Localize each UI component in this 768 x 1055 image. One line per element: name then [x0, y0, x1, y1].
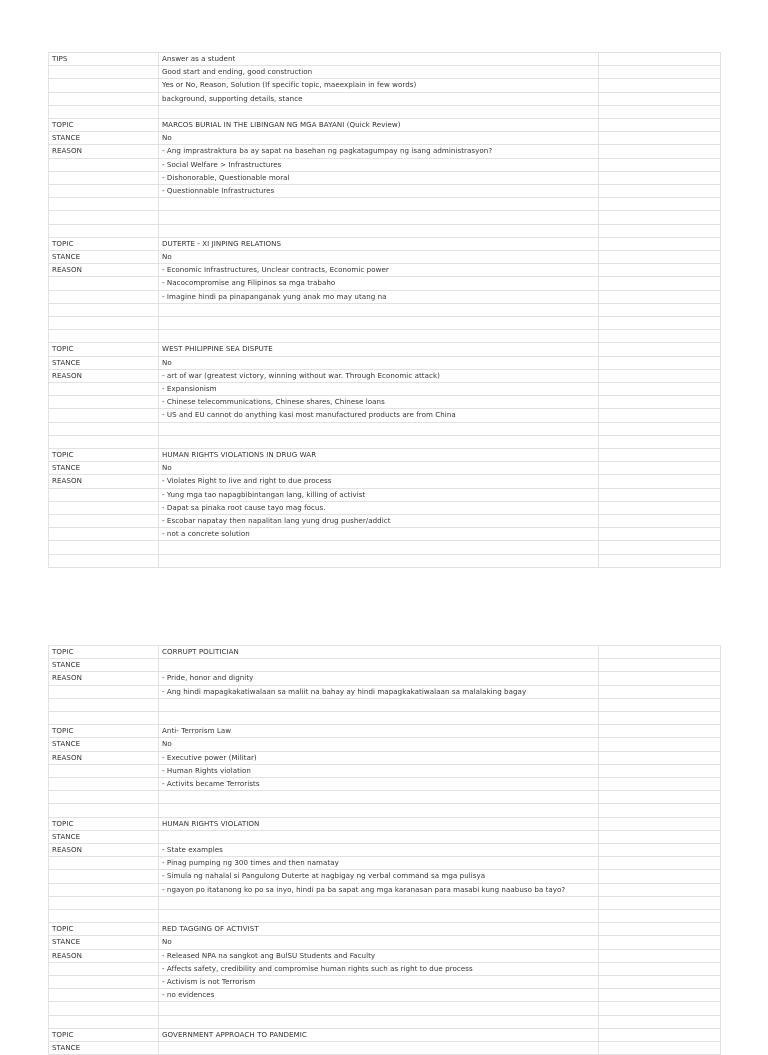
label-cell — [49, 501, 159, 514]
label-cell — [49, 975, 159, 988]
label-cell — [49, 896, 159, 909]
content-cell — [159, 303, 599, 316]
empty-cell — [599, 343, 721, 356]
table-row — [49, 1028, 721, 1041]
empty-cell — [599, 330, 721, 343]
empty-cell — [599, 514, 721, 527]
empty-cell — [599, 171, 721, 184]
table-row — [49, 501, 721, 514]
label-cell — [49, 185, 159, 198]
label-cell — [49, 303, 159, 316]
empty-cell — [599, 224, 721, 237]
label-cell: TOPIC — [49, 1028, 159, 1041]
content-cell — [159, 698, 599, 711]
table-row — [49, 738, 721, 751]
empty-cell — [599, 725, 721, 738]
table-row — [49, 923, 721, 936]
empty-cell — [599, 356, 721, 369]
content-cell: - not a concrete solution — [159, 528, 599, 541]
content-cell: DUTERTE - XI JINPING RELATIONS — [159, 237, 599, 250]
empty-cell — [599, 830, 721, 843]
content-cell: - State examples — [159, 843, 599, 856]
content-cell: - Pride, honor and dignity — [159, 672, 599, 685]
table-row — [49, 409, 721, 422]
table-row — [49, 646, 721, 659]
table-row — [49, 817, 721, 830]
empty-cell — [599, 132, 721, 145]
label-cell — [49, 857, 159, 870]
label-cell: STANCE — [49, 659, 159, 672]
table-row — [49, 909, 721, 922]
empty-cell — [599, 501, 721, 514]
empty-cell — [599, 488, 721, 501]
label-cell — [49, 791, 159, 804]
table-row — [49, 685, 721, 698]
content-cell — [159, 804, 599, 817]
label-cell: REASON — [49, 949, 159, 962]
label-cell: REASON — [49, 475, 159, 488]
table-row — [49, 132, 721, 145]
empty-cell — [599, 764, 721, 777]
label-cell — [49, 158, 159, 171]
label-cell: REASON — [49, 145, 159, 158]
content-cell: MARCOS BURIAL IN THE LIBINGAN NG MGA BAYANI (Quick Review) — [159, 119, 599, 132]
content-cell: No — [159, 462, 599, 475]
table-row — [49, 1002, 721, 1015]
table-row — [49, 528, 721, 541]
label-cell — [49, 514, 159, 527]
table-row — [49, 92, 721, 105]
label-cell — [49, 277, 159, 290]
table-row — [49, 830, 721, 843]
label-cell: STANCE — [49, 356, 159, 369]
empty-cell — [599, 989, 721, 1002]
empty-cell — [599, 237, 721, 250]
table-row — [49, 145, 721, 158]
content-cell: - Nacocompromise ang Filipinos sa mga trabaho — [159, 277, 599, 290]
label-cell: STANCE — [49, 250, 159, 263]
table-row — [49, 158, 721, 171]
table-row — [49, 857, 721, 870]
label-cell — [49, 290, 159, 303]
content-cell: No — [159, 936, 599, 949]
label-cell — [49, 764, 159, 777]
table-row — [49, 672, 721, 685]
label-cell — [49, 66, 159, 79]
table-row — [49, 554, 721, 567]
content-cell — [159, 712, 599, 725]
empty-cell — [599, 66, 721, 79]
content-cell: - Activism is not Terrorism — [159, 975, 599, 988]
content-cell — [159, 211, 599, 224]
empty-cell — [599, 685, 721, 698]
content-cell: No — [159, 250, 599, 263]
label-cell — [49, 171, 159, 184]
table-row — [49, 843, 721, 856]
label-cell — [49, 989, 159, 1002]
empty-cell — [599, 791, 721, 804]
content-cell: - Simula ng nahalal si Pangulong Duterte at nagbigay ng verbal command sa mga pulisya — [159, 870, 599, 883]
content-cell: - no evidences — [159, 989, 599, 1002]
content-cell: - Imagine hindi pa pinapanganak yung anak mo may utang na — [159, 290, 599, 303]
table-row — [49, 870, 721, 883]
table-row — [49, 211, 721, 224]
label-cell — [49, 698, 159, 711]
label-cell: STANCE — [49, 936, 159, 949]
label-cell: STANCE — [49, 462, 159, 475]
label-cell: REASON — [49, 843, 159, 856]
label-cell — [49, 804, 159, 817]
empty-cell — [599, 554, 721, 567]
content-cell: - Chinese telecommunications, Chinese shares, Chinese loans — [159, 396, 599, 409]
spreadsheet-page-2 — [48, 645, 720, 1055]
label-cell — [49, 962, 159, 975]
empty-cell — [599, 277, 721, 290]
table-row — [49, 382, 721, 395]
content-cell: WEST PHILIPPINE SEA DISPUTE — [159, 343, 599, 356]
table-row — [49, 290, 721, 303]
label-cell — [49, 685, 159, 698]
label-cell — [49, 554, 159, 567]
label-cell — [49, 712, 159, 725]
empty-cell — [599, 105, 721, 118]
empty-cell — [599, 528, 721, 541]
empty-cell — [599, 462, 721, 475]
table-row — [49, 277, 721, 290]
table-row — [49, 105, 721, 118]
label-cell — [49, 528, 159, 541]
label-cell: STANCE — [49, 738, 159, 751]
table-row — [49, 462, 721, 475]
empty-cell — [599, 145, 721, 158]
spreadsheet-page-1 — [48, 52, 720, 568]
label-cell — [49, 198, 159, 211]
table-row — [49, 435, 721, 448]
table-row — [49, 198, 721, 211]
empty-cell — [599, 382, 721, 395]
content-cell: Answer as a student — [159, 53, 599, 66]
content-cell — [159, 1015, 599, 1028]
content-cell: HUMAN RIGHTS VIOLATION — [159, 817, 599, 830]
empty-cell — [599, 738, 721, 751]
content-cell — [159, 435, 599, 448]
label-cell — [49, 422, 159, 435]
label-cell — [49, 224, 159, 237]
table-row — [49, 264, 721, 277]
table-row — [49, 119, 721, 132]
content-cell: - Expansionism — [159, 382, 599, 395]
table-row — [49, 79, 721, 92]
empty-cell — [599, 857, 721, 870]
empty-cell — [599, 909, 721, 922]
label-cell: TOPIC — [49, 923, 159, 936]
table-row — [49, 303, 721, 316]
label-cell — [49, 1002, 159, 1015]
empty-cell — [599, 751, 721, 764]
empty-cell — [599, 896, 721, 909]
content-cell: - Executive power (Militar) — [159, 751, 599, 764]
content-cell: - Released NPA na sangkot ang BulSU Students and Faculty — [159, 949, 599, 962]
empty-cell — [599, 646, 721, 659]
content-cell: - Violates Right to live and right to due process — [159, 475, 599, 488]
label-cell — [49, 870, 159, 883]
empty-cell — [599, 53, 721, 66]
label-cell — [49, 211, 159, 224]
table-row — [49, 949, 721, 962]
label-cell — [49, 883, 159, 896]
empty-cell — [599, 712, 721, 725]
content-cell — [159, 554, 599, 567]
table-row — [49, 764, 721, 777]
label-cell — [49, 79, 159, 92]
empty-cell — [599, 659, 721, 672]
content-cell: - Questionnable Infrastructures — [159, 185, 599, 198]
label-cell: TOPIC — [49, 817, 159, 830]
table-row — [49, 896, 721, 909]
empty-cell — [599, 158, 721, 171]
table-row — [49, 712, 721, 725]
empty-cell — [599, 435, 721, 448]
empty-cell — [599, 883, 721, 896]
label-cell: TOPIC — [49, 237, 159, 250]
empty-cell — [599, 448, 721, 461]
empty-cell — [599, 250, 721, 263]
table-row — [49, 989, 721, 1002]
table-row — [49, 698, 721, 711]
label-cell: STANCE — [49, 132, 159, 145]
table-row — [49, 171, 721, 184]
empty-cell — [599, 541, 721, 554]
content-cell: - Ang hindi mapagkakatiwalaan sa maliit na bahay ay hindi mapagkakatiwalaan sa malalaking bagay — [159, 685, 599, 698]
content-cell — [159, 1041, 599, 1054]
empty-cell — [599, 396, 721, 409]
label-cell — [49, 435, 159, 448]
content-cell: Yes or No, Reason, Solution (If specific topic, maeexplain in few words) — [159, 79, 599, 92]
content-cell: - Escobar napatay then napalitan lang yung drug pusher/addict — [159, 514, 599, 527]
content-cell — [159, 909, 599, 922]
table-row — [49, 185, 721, 198]
label-cell: REASON — [49, 672, 159, 685]
empty-cell — [599, 804, 721, 817]
empty-cell — [599, 79, 721, 92]
label-cell — [49, 488, 159, 501]
content-cell: - Pinag pumping ng 300 times and then namatay — [159, 857, 599, 870]
table-row — [49, 659, 721, 672]
empty-cell — [599, 843, 721, 856]
label-cell: REASON — [49, 751, 159, 764]
label-cell: TOPIC — [49, 448, 159, 461]
table-row — [49, 53, 721, 66]
empty-cell — [599, 870, 721, 883]
table-row — [49, 330, 721, 343]
empty-cell — [599, 290, 721, 303]
empty-cell — [599, 975, 721, 988]
content-cell: No — [159, 132, 599, 145]
empty-cell — [599, 1015, 721, 1028]
table-row — [49, 369, 721, 382]
content-cell — [159, 896, 599, 909]
content-cell: Anti- Terrorism Law — [159, 725, 599, 738]
label-cell — [49, 1015, 159, 1028]
table-row — [49, 541, 721, 554]
empty-cell — [599, 264, 721, 277]
label-cell — [49, 778, 159, 791]
table-row — [49, 224, 721, 237]
empty-cell — [599, 422, 721, 435]
label-cell: REASON — [49, 264, 159, 277]
empty-cell — [599, 962, 721, 975]
table-row — [49, 514, 721, 527]
table-row — [49, 448, 721, 461]
content-cell — [159, 330, 599, 343]
table-row — [49, 237, 721, 250]
label-cell — [49, 382, 159, 395]
label-cell: TOPIC — [49, 343, 159, 356]
table-row — [49, 316, 721, 329]
content-cell: - Yung mga tao napagbibintangan lang, killing of activist — [159, 488, 599, 501]
content-cell: - Affects safety, credibility and compromise human rights such as right to due process — [159, 962, 599, 975]
label-cell — [49, 92, 159, 105]
empty-cell — [599, 936, 721, 949]
label-cell: TIPS — [49, 53, 159, 66]
table-row — [49, 962, 721, 975]
content-cell — [159, 541, 599, 554]
empty-cell — [599, 185, 721, 198]
empty-cell — [599, 949, 721, 962]
table-row — [49, 778, 721, 791]
content-cell: - Dishonorable, Questionable moral — [159, 171, 599, 184]
empty-cell — [599, 698, 721, 711]
content-cell — [159, 316, 599, 329]
label-cell — [49, 396, 159, 409]
empty-cell — [599, 92, 721, 105]
content-cell: RED TAGGING OF ACTIVIST — [159, 923, 599, 936]
empty-cell — [599, 672, 721, 685]
label-cell — [49, 909, 159, 922]
table-row — [49, 791, 721, 804]
content-cell: - Dapat sa pinaka root cause tayo mag focus. — [159, 501, 599, 514]
table-row — [49, 1041, 721, 1054]
empty-cell — [599, 778, 721, 791]
table-row — [49, 250, 721, 263]
content-cell: - Social Welfare > Infrastructures — [159, 158, 599, 171]
empty-cell — [599, 817, 721, 830]
label-cell: REASON — [49, 369, 159, 382]
content-cell — [159, 830, 599, 843]
table-row — [49, 936, 721, 949]
empty-cell — [599, 211, 721, 224]
table-row — [49, 1015, 721, 1028]
content-cell — [159, 105, 599, 118]
label-cell — [49, 541, 159, 554]
label-cell — [49, 330, 159, 343]
content-cell: GOVERNMENT APPROACH TO PANDEMIC — [159, 1028, 599, 1041]
empty-cell — [599, 198, 721, 211]
empty-cell — [599, 1002, 721, 1015]
content-cell — [159, 422, 599, 435]
empty-cell — [599, 1041, 721, 1054]
content-cell: No — [159, 356, 599, 369]
content-cell — [159, 1002, 599, 1015]
content-cell — [159, 659, 599, 672]
content-cell: - Economic Infrastructures, Unclear contracts, Economic power — [159, 264, 599, 277]
content-cell: No — [159, 738, 599, 751]
empty-cell — [599, 303, 721, 316]
table-row — [49, 883, 721, 896]
table-row — [49, 66, 721, 79]
label-cell — [49, 409, 159, 422]
content-cell: - Activits became Terrorists — [159, 778, 599, 791]
table-row — [49, 343, 721, 356]
content-cell: - US and EU cannot do anything kasi most manufactured products are from China — [159, 409, 599, 422]
table-row — [49, 475, 721, 488]
empty-cell — [599, 1028, 721, 1041]
content-cell: - Human Rights violation — [159, 764, 599, 777]
content-cell: - art of war (greatest victory, winning without war. Through Economic attack) — [159, 369, 599, 382]
label-cell: TOPIC — [49, 119, 159, 132]
table-row — [49, 422, 721, 435]
notes-table-2 — [48, 645, 721, 1055]
table-row — [49, 751, 721, 764]
label-cell — [49, 316, 159, 329]
empty-cell — [599, 409, 721, 422]
label-cell: STANCE — [49, 1041, 159, 1054]
content-cell: Good start and ending, good construction — [159, 66, 599, 79]
label-cell: STANCE — [49, 830, 159, 843]
content-cell: - Ang imprastraktura ba ay sapat na basehan ng pagkatagumpay ng isang administrasyon? — [159, 145, 599, 158]
label-cell: TOPIC — [49, 646, 159, 659]
empty-cell — [599, 369, 721, 382]
label-cell: TOPIC — [49, 725, 159, 738]
table-row — [49, 725, 721, 738]
content-cell: CORRUPT POLITICIAN — [159, 646, 599, 659]
label-cell — [49, 105, 159, 118]
empty-cell — [599, 923, 721, 936]
content-cell — [159, 791, 599, 804]
table-row — [49, 396, 721, 409]
notes-table-1 — [48, 52, 721, 568]
content-cell — [159, 224, 599, 237]
content-cell: HUMAN RIGHTS VIOLATIONS IN DRUG WAR — [159, 448, 599, 461]
content-cell: - ngayon po itatanong ko po sa inyo, hindi pa ba sapat ang mga karanasan para masabi kung naabuso ba tayo? — [159, 883, 599, 896]
table-row — [49, 975, 721, 988]
table-row — [49, 488, 721, 501]
empty-cell — [599, 475, 721, 488]
table-row — [49, 356, 721, 369]
empty-cell — [599, 316, 721, 329]
content-cell — [159, 198, 599, 211]
content-cell: background, supporting details, stance — [159, 92, 599, 105]
table-row — [49, 804, 721, 817]
empty-cell — [599, 119, 721, 132]
